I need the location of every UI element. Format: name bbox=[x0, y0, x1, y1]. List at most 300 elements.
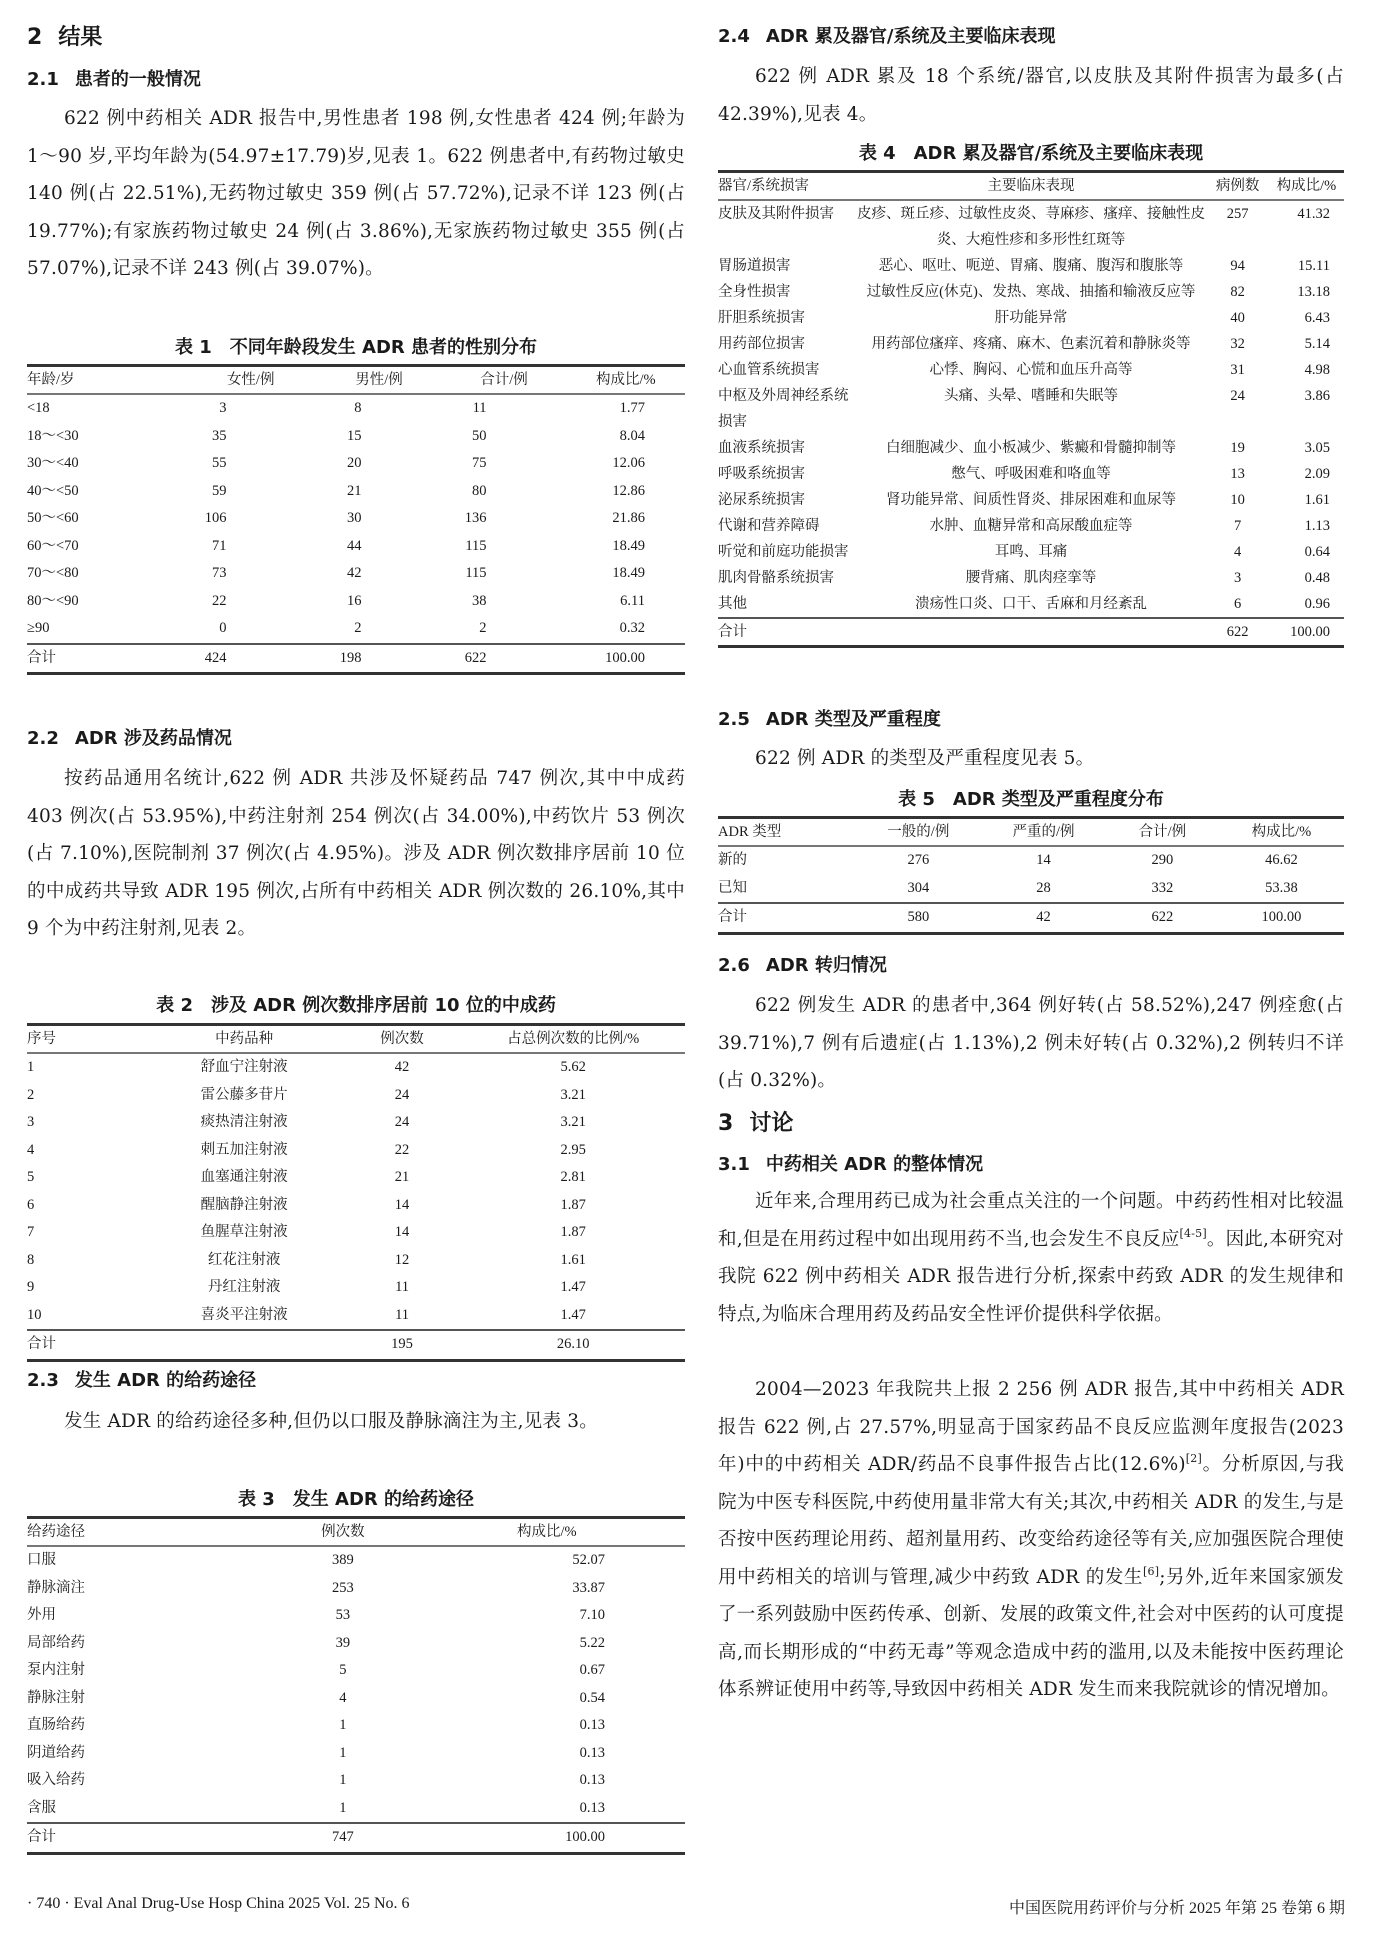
table5-total-cell: 合计 bbox=[718, 903, 856, 933]
table2-row bbox=[27, 1109, 685, 1137]
table2-cell: 丹红注射液 bbox=[207, 1279, 281, 1295]
table4-cell: 头痛、头晕、嗜睡和失眠等 bbox=[944, 388, 1118, 404]
table2-cell: 7 bbox=[27, 1224, 35, 1240]
table2-row bbox=[27, 1164, 685, 1192]
table5-header-cell: 严重的/例 bbox=[981, 818, 1106, 847]
table2-header-cell: 占总例次数的比例/% bbox=[461, 1025, 685, 1054]
table4-cell: 257 bbox=[1226, 206, 1249, 222]
table4-cell: 13.18 bbox=[1297, 284, 1330, 300]
table3-cell: 4 bbox=[339, 1689, 347, 1706]
table4-header-cell: 器官/系统损害 bbox=[718, 172, 856, 201]
table4-cell: 4.98 bbox=[1304, 362, 1330, 378]
table4-row bbox=[718, 200, 1344, 253]
section-heading-3: 3 讨论 bbox=[718, 1111, 794, 1136]
table4-row bbox=[718, 357, 1344, 383]
table5-header-cell: 构成比/% bbox=[1219, 818, 1344, 847]
table2-cell: 舒血宁注射液 bbox=[200, 1059, 288, 1075]
table3-cell: 静脉滴注 bbox=[27, 1579, 85, 1596]
table1-total-cell: 100.00 bbox=[567, 644, 685, 674]
citation-6[interactable]: [6] bbox=[1143, 1564, 1160, 1578]
table4-cell: 0.64 bbox=[1304, 544, 1330, 560]
table2-cell: 22 bbox=[394, 1141, 410, 1158]
section-heading-3-1: 3.1 中药相关 ADR 的整体情况 bbox=[718, 1154, 984, 1175]
table3-cell: 静脉注射 bbox=[27, 1689, 85, 1706]
table5-cell: 290 bbox=[1151, 852, 1174, 868]
table3-cell: 吸入给药 bbox=[27, 1772, 85, 1788]
table2-header-cell: 序号 bbox=[27, 1025, 145, 1054]
table4-cell: 6 bbox=[1233, 596, 1242, 612]
table4-row bbox=[718, 487, 1344, 513]
table2-cell: 1.61 bbox=[560, 1251, 586, 1268]
table3-cell: 5 bbox=[339, 1662, 347, 1678]
table3-cell: 1 bbox=[339, 1772, 347, 1788]
table3-cell: 53 bbox=[335, 1607, 351, 1623]
table1-cell: 21.86 bbox=[612, 510, 645, 526]
table2-cell: 14 bbox=[394, 1224, 410, 1240]
table5-total-cell: 580 bbox=[856, 903, 981, 933]
table1-header-cell: 男性/例 bbox=[317, 366, 442, 395]
table2-cell: 鱼腥草注射液 bbox=[200, 1224, 288, 1240]
table3-cell: 1 bbox=[339, 1744, 347, 1761]
table3 bbox=[27, 1516, 685, 1855]
paragraph-2-2: 按药品通用名统计,622 例 ADR 共涉及怀疑药品 747 例次,其中中成药 403 例次(占 53.95%),中药注射剂 254 例次(占 34.00%),中药饮片 53 例次(占 7.10%),医院制剂 37 例次(占 4.95%)。涉及 ADR 例次数排序居前 10 位的中成药共导致 ADR 195 例次,占所有中药相关 ADR 例次数的 26.10%,其中 9 个为中药注射剂,见表 2。 bbox=[27, 768, 685, 939]
table4-cell: 32 bbox=[1230, 336, 1245, 352]
table1-cell: 75 bbox=[472, 455, 487, 471]
table2-cell: 1.87 bbox=[560, 1196, 586, 1213]
table4-header-row bbox=[718, 172, 1344, 201]
table3-cell: 0.13 bbox=[579, 1772, 605, 1788]
table2-cell: 红花注射液 bbox=[207, 1251, 281, 1268]
table2-total-cell bbox=[145, 1330, 342, 1360]
table1-cell: 2 bbox=[479, 620, 487, 636]
table3-header-cell: 例次数 bbox=[277, 1518, 409, 1547]
table1-header-cell: 构成比/% bbox=[567, 366, 685, 395]
table2-cell: 42 bbox=[394, 1059, 410, 1075]
table2-cell: 1.47 bbox=[560, 1306, 586, 1323]
citation-2[interactable]: [2] bbox=[1185, 1452, 1202, 1465]
table5-header-row bbox=[718, 818, 1344, 847]
table4-cell: 肝胆系统损害 bbox=[718, 310, 805, 326]
table3-row bbox=[27, 1685, 685, 1713]
table2-cell: 5 bbox=[27, 1169, 35, 1185]
table5-header-cell: 合计/例 bbox=[1106, 818, 1219, 847]
table4-cell: 过敏性反应(休克)、发热、寒战、抽搐和输液反应等 bbox=[866, 284, 1196, 300]
table2-total-row bbox=[27, 1330, 685, 1360]
table3-cell: 阴道给药 bbox=[27, 1744, 85, 1761]
table2-cell: 24 bbox=[394, 1114, 410, 1130]
table4-cell: 其他 bbox=[718, 596, 747, 612]
table1-cell: 2 bbox=[354, 620, 362, 636]
table4-cell: 3.05 bbox=[1304, 440, 1330, 456]
table4-cell: 耳鸣、耳痛 bbox=[994, 544, 1068, 560]
table2-row bbox=[27, 1219, 685, 1247]
table1-cell: 20 bbox=[347, 455, 362, 471]
table1-total-cell: 合计 bbox=[27, 644, 185, 674]
table4-cell: 听觉和前庭功能损害 bbox=[718, 544, 849, 560]
footer-journal-chinese: 中国医院用药评价与分析 2025 年第 25 卷第 6 期 bbox=[1008, 1900, 1345, 1917]
table3-total-cell: 747 bbox=[277, 1823, 409, 1853]
table1-row bbox=[27, 394, 685, 423]
section-heading-2-1: 2.1 患者的一般情况 bbox=[27, 69, 201, 90]
table4-caption: 表 4 ADR 累及器官/系统及主要临床表现 bbox=[858, 143, 1204, 164]
table4-row bbox=[718, 539, 1344, 565]
table2-header-row bbox=[27, 1025, 685, 1054]
table4-row bbox=[718, 305, 1344, 331]
table4-cell: 7 bbox=[1233, 518, 1242, 534]
table4-cell: 血液系统损害 bbox=[718, 440, 805, 456]
table5-caption: 表 5 ADR 类型及严重程度分布 bbox=[898, 789, 1164, 810]
table4-cell: 40 bbox=[1230, 310, 1245, 326]
table1-total-cell: 622 bbox=[442, 644, 567, 674]
table4-cell: 白细胞减少、血小板减少、紫癜和骨髓抑制等 bbox=[886, 440, 1176, 456]
table2-cell: 5.62 bbox=[560, 1059, 586, 1075]
table4-row bbox=[718, 383, 1344, 435]
table2-row bbox=[27, 1247, 685, 1275]
table1-cell: 115 bbox=[465, 565, 487, 581]
table4-cell: 肝功能异常 bbox=[994, 310, 1068, 326]
table1-header-cell: 合计/例 bbox=[442, 366, 567, 395]
table1-total-row bbox=[27, 644, 685, 674]
table4-cell: 泌尿系统损害 bbox=[718, 492, 805, 508]
table4-cell: 心悸、胸闷、心慌和血压升高等 bbox=[929, 362, 1133, 378]
table5-total-row bbox=[718, 903, 1344, 933]
table2-cell: 刺五加注射液 bbox=[200, 1141, 288, 1158]
table2-cell: 1.47 bbox=[560, 1279, 586, 1295]
table2-cell: 3.21 bbox=[560, 1086, 586, 1103]
table1-cell: 18～<30 bbox=[27, 427, 79, 444]
table1-cell: 40～<50 bbox=[27, 482, 79, 499]
citation-4-5[interactable]: [4-5] bbox=[1179, 1226, 1207, 1240]
table5-cell: 46.62 bbox=[1265, 852, 1298, 868]
paragraph-3-1-b: 2004—2023 年我院共上报 2 256 例 ADR 报告,其中中药相关 ADR 报告 622 例,占 27.57%,明显高于国家药品不良反应监测年度报告(2023 年)中的中药相关 ADR/药品不良事件报告占比(12.6%)[2]。分析原因,与我院为中医专科医院,中药使用量非常大有关;其次,中药相关 ADR 的发生,与是否按中医药理论用药、超剂量用药、改变给药途径等有关,应加强医院合理使用中药相关的培训与管理,减少中药致 ADR 的发生[6];另外,近年来国家颁发了一系列鼓励中医药传承、创新、发展的政策文件,社会对中医药的认可度提高,而长期形成的“中药无毒”等观念造成中药的滥用,以及未能按中医药理论体系辨证使用中药等,导致因中药相关 ADR 发生而来我院就诊的情况增加。 bbox=[718, 1379, 1344, 1700]
table3-row bbox=[27, 1712, 685, 1740]
table3-cell: 0.67 bbox=[579, 1662, 605, 1678]
table2-cell: 12 bbox=[394, 1251, 410, 1268]
table3-row bbox=[27, 1740, 685, 1768]
table2-cell: 1 bbox=[27, 1059, 35, 1075]
table5-row bbox=[718, 875, 1344, 904]
table3-cell: 7.10 bbox=[579, 1607, 605, 1623]
table1-cell: 136 bbox=[464, 510, 487, 526]
table4-cell: 6.43 bbox=[1304, 310, 1330, 326]
table4-header-cell: 主要临床表现 bbox=[856, 172, 1207, 201]
table3-cell: 39 bbox=[335, 1634, 351, 1651]
table4-cell: 皮肤及其附件损害 bbox=[718, 206, 834, 222]
table3-cell: 5.22 bbox=[579, 1634, 605, 1651]
table2-cell: 4 bbox=[27, 1141, 35, 1158]
table1-header-row bbox=[27, 366, 685, 395]
table4-cell: 用药部位损害 bbox=[718, 336, 805, 352]
table5-cell: 28 bbox=[1036, 879, 1051, 896]
table1-cell: 6.11 bbox=[620, 592, 645, 609]
paragraph-3-1-a: 近年来,合理用药已成为社会重点关注的一个问题。中药药性相对比较温和,但是在用药过程中如出现用药不当,也会发生不良反应[4-5]。因此,本研究对我院 622 例中药相关 ADR 报告进行分析,探索中药致 ADR 的发生规律和特点,为临床合理用药及药品安全性评价提供科学依据。 bbox=[718, 1191, 1345, 1325]
table4-total-row bbox=[718, 618, 1344, 647]
table5-header-cell: 一般的/例 bbox=[856, 818, 981, 847]
table4-cell: 皮疹、斑丘疹、过敏性皮炎、荨麻疹、瘙痒、接触性皮炎、大疱性疹和多形性红斑等 bbox=[857, 206, 1205, 248]
table4-cell: 19 bbox=[1230, 440, 1245, 456]
table2-cell: 喜炎平注射液 bbox=[200, 1306, 288, 1323]
section-heading-2-2: 2.2 ADR 涉及药品情况 bbox=[27, 728, 232, 749]
table1-header-cell: 女性/例 bbox=[185, 366, 317, 395]
table1-cell: 0 bbox=[219, 620, 227, 636]
table4-cell: 0.48 bbox=[1304, 570, 1330, 586]
table2-cell: 14 bbox=[394, 1196, 410, 1213]
table3-header-row bbox=[27, 1518, 685, 1547]
table3-cell: 0.54 bbox=[579, 1689, 605, 1706]
paragraph-2-5: 622 例 ADR 的类型及严重程度见表 5。 bbox=[755, 748, 1095, 769]
table1-row bbox=[27, 615, 685, 644]
paragraph-2-4: 622 例 ADR 累及 18 个系统/器官,以皮肤及其附件损害为最多(占 42.39%),见表 4。 bbox=[718, 66, 1344, 125]
table1-total-cell: 198 bbox=[317, 644, 442, 674]
section-heading-2-4: 2.4 ADR 累及器官/系统及主要临床表现 bbox=[718, 26, 1056, 47]
table1-cell: 73 bbox=[212, 565, 227, 581]
table1-row bbox=[27, 450, 685, 478]
paragraph-2-6: 622 例发生 ADR 的患者中,364 例好转(占 58.52%),247 例痊愈(占 39.71%),7 例有后遗症(占 1.13%),2 例未好转(占 0.32%),2 例转归不详(占 0.32%)。 bbox=[718, 995, 1344, 1091]
table1-cell: 50 bbox=[472, 427, 487, 444]
table3-cell: 泵内注射 bbox=[27, 1662, 85, 1678]
table4-cell: 3 bbox=[1233, 570, 1242, 586]
table2-row bbox=[27, 1053, 685, 1082]
table2-header-cell: 例次数 bbox=[343, 1025, 461, 1054]
table3-cell: 外用 bbox=[27, 1607, 56, 1623]
table2-cell: 3.21 bbox=[560, 1114, 586, 1130]
table2-cell: 11 bbox=[395, 1306, 410, 1323]
table3-header-cell: 给药途径 bbox=[27, 1518, 277, 1547]
table3-cell: 0.13 bbox=[579, 1799, 605, 1816]
table4-row bbox=[718, 331, 1344, 357]
table5-total-cell: 100.00 bbox=[1219, 903, 1344, 933]
table1-cell: 59 bbox=[212, 482, 227, 499]
table4-cell: 5.14 bbox=[1304, 336, 1330, 352]
table4-row bbox=[718, 279, 1344, 305]
table2-cell: 2 bbox=[27, 1086, 35, 1103]
table3-cell: 0.13 bbox=[579, 1744, 605, 1761]
table1-cell: 1.77 bbox=[619, 400, 645, 416]
table2-row bbox=[27, 1302, 685, 1331]
table1-cell: 80 bbox=[472, 482, 487, 499]
table4-row bbox=[718, 513, 1344, 539]
table4-row bbox=[718, 591, 1344, 618]
table2-cell: 21 bbox=[394, 1169, 410, 1185]
table1-cell: 30～<40 bbox=[27, 455, 79, 471]
table5-cell: 332 bbox=[1151, 879, 1174, 896]
table3-cell: 局部给药 bbox=[27, 1634, 85, 1651]
table2-cell: 8 bbox=[27, 1251, 35, 1268]
table1-cell: 18.49 bbox=[612, 537, 645, 554]
table1-cell: 8 bbox=[354, 400, 362, 416]
table4-cell: 1.13 bbox=[1304, 518, 1330, 534]
table5-cell: 276 bbox=[907, 852, 930, 868]
table2-caption: 表 2 涉及 ADR 例次数排序居前 10 位的中成药 bbox=[156, 995, 556, 1016]
table3-row bbox=[27, 1575, 685, 1603]
table1-cell: 50～<60 bbox=[27, 510, 79, 526]
table1-cell: 60～<70 bbox=[27, 537, 79, 554]
table4-row bbox=[718, 565, 1344, 591]
table4-cell: 肌肉骨骼系统损害 bbox=[718, 570, 834, 586]
table4-cell: 41.32 bbox=[1297, 206, 1330, 222]
table4-header-cell: 病例数 bbox=[1206, 172, 1269, 201]
table3-cell: 1 bbox=[339, 1717, 347, 1733]
table4-cell: 腰背痛、肌肉痉挛等 bbox=[965, 570, 1097, 586]
table4-cell: 24 bbox=[1230, 388, 1245, 404]
table4-cell: 0.96 bbox=[1304, 596, 1330, 612]
table1-cell: 55 bbox=[212, 455, 227, 471]
table1-row bbox=[27, 423, 685, 451]
table2-cell: 11 bbox=[395, 1279, 410, 1295]
table5-total-cell: 622 bbox=[1106, 903, 1219, 933]
table3-row bbox=[27, 1795, 685, 1824]
table4-cell: 溃疡性口炎、口干、舌麻和月经紊乱 bbox=[915, 596, 1147, 612]
table1-cell: 0.32 bbox=[619, 620, 645, 636]
table1-cell: 11 bbox=[472, 400, 487, 416]
table1-cell: 80～<90 bbox=[27, 592, 79, 609]
table2-row bbox=[27, 1137, 685, 1165]
paragraph-2-1: 622 例中药相关 ADR 报告中,男性患者 198 例,女性患者 424 例;年龄为 1～90 岁,平均年龄为(54.97±17.79)岁,见表 1。622 例患者中,有药物过敏史 140 例(占 22.51%),无药物过敏史 359 例(占 57.72%),记录不详 123 例(占 19.77%);有家族药物过敏史 24 例(占 3.86%),无家族药物过敏史 355 例(占 57.07%),记录不详 243 例(占 39.07%)。 bbox=[27, 108, 685, 279]
table4-cell: 31 bbox=[1230, 362, 1245, 378]
table2-row bbox=[27, 1082, 685, 1110]
table5-cell: 已知 bbox=[718, 879, 747, 896]
table2-cell: 血塞通注射液 bbox=[200, 1169, 288, 1185]
table5-cell: 14 bbox=[1036, 852, 1051, 868]
table5-cell: 53.38 bbox=[1265, 879, 1298, 896]
table4-cell: 15.11 bbox=[1297, 258, 1330, 274]
table4 bbox=[718, 170, 1344, 648]
table5-cell: 304 bbox=[907, 879, 930, 896]
table3-cell: 1 bbox=[339, 1799, 347, 1816]
table3-total-cell: 合计 bbox=[27, 1823, 277, 1853]
table5-header-cell: ADR 类型 bbox=[718, 818, 856, 847]
table4-row bbox=[718, 435, 1344, 461]
table4-total-cell: 合计 bbox=[718, 618, 856, 647]
table1-cell: 71 bbox=[212, 537, 227, 554]
table1-cell: 3 bbox=[219, 400, 227, 416]
table2-cell: 2.81 bbox=[560, 1169, 586, 1185]
table2-cell: 3 bbox=[27, 1114, 35, 1130]
table1-header-cell: 年龄/岁 bbox=[27, 366, 185, 395]
table4-row bbox=[718, 461, 1344, 487]
table4-cell: 3.86 bbox=[1304, 388, 1330, 404]
table1-total-cell: 424 bbox=[185, 644, 317, 674]
section-heading-2-6: 2.6 ADR 转归情况 bbox=[718, 955, 887, 976]
table2-cell: 1.87 bbox=[560, 1224, 586, 1240]
table1-cell: 18.49 bbox=[612, 565, 645, 581]
section-heading-2: 2 结果 bbox=[27, 25, 103, 50]
table2 bbox=[27, 1023, 685, 1362]
table2-row bbox=[27, 1192, 685, 1220]
table3-cell: 含服 bbox=[27, 1799, 56, 1816]
table2-cell: 10 bbox=[27, 1306, 42, 1323]
table4-cell: 水肿、血糖异常和高尿酸血症等 bbox=[929, 518, 1133, 534]
table1-cell: 30 bbox=[347, 510, 362, 526]
table1-cell: ≥90 bbox=[27, 620, 50, 636]
table3-row bbox=[27, 1546, 685, 1575]
table1-cell: 12.86 bbox=[612, 482, 645, 499]
table3-row bbox=[27, 1657, 685, 1685]
table2-total-cell: 195 bbox=[343, 1330, 461, 1360]
table4-cell: 憋气、呼吸困难和咯血等 bbox=[951, 466, 1111, 482]
table4-cell: 4 bbox=[1233, 544, 1242, 560]
table3-row bbox=[27, 1630, 685, 1658]
paragraph-2-3: 发生 ADR 的给药途径多种,但仍以口服及静脉滴注为主,见表 3。 bbox=[64, 1411, 598, 1432]
table3-header-cell: 构成比/% bbox=[409, 1518, 685, 1547]
table4-cell: 用药部位瘙痒、疼痛、麻木、色素沉着和静脉炎等 bbox=[871, 336, 1191, 352]
table5-cell: 新的 bbox=[718, 852, 747, 868]
table2-row bbox=[27, 1274, 685, 1302]
table1-cell: 115 bbox=[465, 537, 487, 554]
table4-total-cell: 100.00 bbox=[1269, 618, 1344, 647]
table4-cell: 中枢及外周神经系统损害 bbox=[718, 388, 849, 430]
table1-cell: 16 bbox=[347, 592, 362, 609]
table2-cell: 6 bbox=[27, 1196, 35, 1213]
table3-cell: 52.07 bbox=[572, 1552, 605, 1568]
table2-cell: 2.95 bbox=[560, 1141, 586, 1158]
table4-cell: 82 bbox=[1230, 284, 1245, 300]
section-heading-2-5: 2.5 ADR 类型及严重程度 bbox=[718, 709, 941, 730]
table1-row bbox=[27, 560, 685, 588]
table2-cell: 9 bbox=[27, 1279, 35, 1295]
table1-cell: 70～<80 bbox=[27, 565, 79, 581]
table1-cell: 106 bbox=[204, 510, 227, 526]
table1-cell: 42 bbox=[347, 565, 362, 581]
table4-total-cell bbox=[856, 618, 1207, 647]
table3-cell: 33.87 bbox=[572, 1579, 605, 1596]
table1-cell: 15 bbox=[347, 427, 362, 444]
table1-row bbox=[27, 588, 685, 616]
table2-total-cell: 合计 bbox=[27, 1330, 145, 1360]
table3-row bbox=[27, 1767, 685, 1795]
table4-total-cell: 622 bbox=[1206, 618, 1269, 647]
table1-cell: 8.04 bbox=[619, 427, 645, 444]
table3-total-cell: 100.00 bbox=[409, 1823, 685, 1853]
table5-row bbox=[718, 846, 1344, 875]
table4-cell: 代谢和营养障碍 bbox=[718, 518, 820, 534]
footer-journal-english: · 740 · Eval Anal Drug-Use Hosp China 2025 Vol. 25 No. 6 bbox=[27, 1895, 410, 1912]
table4-header-cell: 构成比/% bbox=[1269, 172, 1344, 201]
table1 bbox=[27, 364, 685, 675]
table3-total-row bbox=[27, 1823, 685, 1853]
table1-cell: 21 bbox=[347, 482, 362, 499]
table1-cell: 22 bbox=[212, 592, 227, 609]
table2-cell: 醒脑静注射液 bbox=[200, 1196, 288, 1213]
table4-row bbox=[718, 253, 1344, 279]
table1-row bbox=[27, 478, 685, 506]
table4-cell: 全身性损害 bbox=[718, 284, 791, 300]
table4-cell: 2.09 bbox=[1304, 466, 1330, 482]
table3-caption: 表 3 发生 ADR 的给药途径 bbox=[237, 1489, 475, 1510]
table1-cell: 44 bbox=[347, 537, 362, 554]
table4-cell: 恶心、呕吐、呃逆、胃痛、腹痛、腹泻和腹胀等 bbox=[878, 258, 1184, 274]
table2-cell: 雷公藤多苷片 bbox=[200, 1086, 288, 1103]
table5 bbox=[718, 816, 1344, 935]
table2-cell: 24 bbox=[394, 1086, 410, 1103]
table4-cell: 10 bbox=[1230, 492, 1245, 508]
table4-cell: 94 bbox=[1230, 258, 1245, 274]
table2-cell: 痰热清注射液 bbox=[200, 1114, 288, 1130]
table5-total-cell: 42 bbox=[981, 903, 1106, 933]
table4-cell: 13 bbox=[1230, 466, 1245, 482]
table1-row bbox=[27, 533, 685, 561]
table4-cell: 肾功能异常、间质性肾炎、排尿困难和血尿等 bbox=[886, 492, 1176, 508]
table3-cell: 直肠给药 bbox=[27, 1717, 85, 1733]
table1-row bbox=[27, 505, 685, 533]
table3-row bbox=[27, 1602, 685, 1630]
table2-total-cell: 26.10 bbox=[461, 1330, 685, 1360]
table3-cell: 389 bbox=[331, 1552, 354, 1568]
table1-cell: 12.06 bbox=[612, 455, 645, 471]
table1-caption: 表 1 不同年龄段发生 ADR 患者的性别分布 bbox=[174, 337, 538, 358]
table1-cell: <18 bbox=[27, 400, 50, 416]
table4-cell: 心血管系统损害 bbox=[718, 362, 820, 378]
